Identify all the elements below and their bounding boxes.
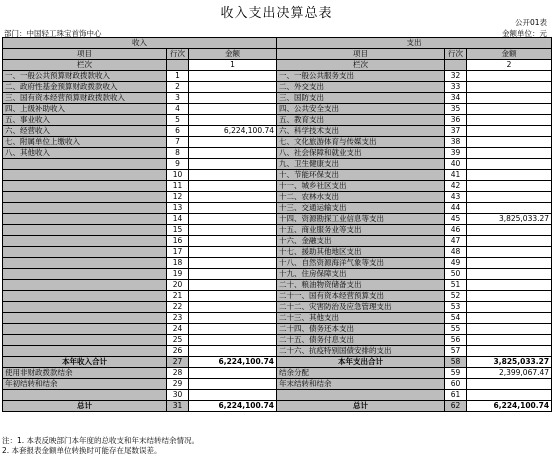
income-item: [3, 280, 167, 291]
expense-item: 一、一般公共服务支出: [277, 71, 445, 82]
expense-row-number: 52: [445, 291, 467, 302]
income-item: [3, 390, 167, 401]
footnote-1: 注：1. 本表反映部门本年度的总收支和年末结转结余情况。: [2, 436, 200, 445]
income-item: 总计: [3, 401, 167, 412]
income-row-number: 30: [167, 390, 189, 401]
expense-amount: [467, 170, 552, 181]
income-row-number: 4: [167, 104, 189, 115]
expense-row-number: 56: [445, 335, 467, 346]
table-row: [3, 379, 552, 390]
expense-item: 二十二、灾害防治及应急管理支出: [277, 302, 445, 313]
income-colno-label: 栏次: [3, 60, 167, 71]
expense-row-number: 49: [445, 258, 467, 269]
table-row: [3, 324, 552, 335]
income-amount: [189, 93, 277, 104]
expense-item: 二十一、国有资本经营预算支出: [277, 291, 445, 302]
income-colno-value: 1: [189, 60, 277, 71]
income-item: 二、政府性基金预算财政拨款收入: [3, 82, 167, 93]
income-row-number: 6: [167, 126, 189, 137]
income-amount: [189, 291, 277, 302]
expense-row-number: 32: [445, 71, 467, 82]
expense-row-number: 39: [445, 148, 467, 159]
expense-item: [277, 390, 445, 401]
table-row: [3, 368, 552, 379]
table-row: [3, 247, 552, 258]
income-row-number: 31: [167, 401, 189, 412]
expense-section-header: 支出: [277, 38, 552, 49]
income-item: [3, 346, 167, 357]
income-item: 一、一般公共预算财政拨款收入: [3, 71, 167, 82]
income-amount: [189, 148, 277, 159]
expense-amount: [467, 181, 552, 192]
expense-item: 十二、农林水支出: [277, 192, 445, 203]
expense-amount: [467, 159, 552, 170]
income-row-number: 10: [167, 170, 189, 181]
table-row: [3, 126, 552, 137]
income-amount: [189, 159, 277, 170]
income-item: [3, 181, 167, 192]
footnotes: [2, 436, 199, 456]
expense-row-number: 57: [445, 346, 467, 357]
table-row: [3, 313, 552, 324]
expense-row-number: 38: [445, 137, 467, 148]
expense-row-number: 36: [445, 115, 467, 126]
income-amount: 6,224,100.74: [189, 126, 277, 137]
expense-amount: [467, 236, 552, 247]
income-amount: [189, 104, 277, 115]
expense-amount: [467, 93, 552, 104]
expense-amount: [467, 203, 552, 214]
income-row-number: 21: [167, 291, 189, 302]
income-row-number: 26: [167, 346, 189, 357]
expense-amount: 6,224,100.74: [467, 401, 552, 412]
table-row: [3, 82, 552, 93]
expense-amount: [467, 148, 552, 159]
report-title: 收入支出决算总表: [220, 6, 333, 21]
table-row: [3, 93, 552, 104]
expense-row-number: 51: [445, 280, 467, 291]
expense-item: 十六、金融支出: [277, 236, 445, 247]
income-amount: [189, 379, 277, 390]
table-row: [3, 291, 552, 302]
table-row: [3, 148, 552, 159]
expense-amount: [467, 335, 552, 346]
annual-total-row: [3, 357, 552, 368]
expense-colno-label: 栏次: [277, 60, 445, 71]
expense-row-number: 61: [445, 390, 467, 401]
expense-item: 结余分配: [277, 368, 445, 379]
income-item: 年初结转和结余: [3, 379, 167, 390]
income-row-number: 17: [167, 247, 189, 258]
expense-row-number: 35: [445, 104, 467, 115]
expense-item: 二十四、债务还本支出: [277, 324, 445, 335]
expense-amount: [467, 82, 552, 93]
income-rowno-header: 行次: [167, 49, 189, 60]
expense-amount: [467, 324, 552, 335]
expense-rowno-header: 行次: [445, 49, 467, 60]
expense-item: 二十六、抗疫特别国债安排的支出: [277, 346, 445, 357]
column-number-row: [3, 60, 552, 71]
expense-row-number: 41: [445, 170, 467, 181]
expense-amount: [467, 71, 552, 82]
expense-item: 四、公共安全支出: [277, 104, 445, 115]
expense-colno-value: 2: [467, 60, 552, 71]
table-row: [3, 170, 552, 181]
income-amount: [189, 335, 277, 346]
expense-colno-blank: [445, 60, 467, 71]
expense-row-number: 43: [445, 192, 467, 203]
expense-amount: [467, 225, 552, 236]
expense-item: 二十五、债务付息支出: [277, 335, 445, 346]
income-row-number: 19: [167, 269, 189, 280]
income-amount: [189, 346, 277, 357]
income-amount: [189, 192, 277, 203]
income-amount: [189, 225, 277, 236]
footnote-2: 2. 本套报表金额单位转换时可能存在尾数误差。: [2, 446, 162, 455]
expense-row-number: 45: [445, 214, 467, 225]
income-item: [3, 203, 167, 214]
income-item: [3, 247, 167, 258]
expense-row-number: 47: [445, 236, 467, 247]
income-amount-header: 金额: [189, 49, 277, 60]
expense-item: 十七、援助其他地区支出: [277, 247, 445, 258]
expense-amount: 3,825,033.27: [467, 357, 552, 368]
expense-row-number: 59: [445, 368, 467, 379]
expense-amount: [467, 313, 552, 324]
income-amount: 6,224,100.74: [189, 357, 277, 368]
income-row-number: 29: [167, 379, 189, 390]
income-row-number: 12: [167, 192, 189, 203]
income-row-number: 23: [167, 313, 189, 324]
income-item: 本年收入合计: [3, 357, 167, 368]
income-item: [3, 291, 167, 302]
table-row: [3, 302, 552, 313]
expense-row-number: 40: [445, 159, 467, 170]
income-item: [3, 225, 167, 236]
expense-amount: [467, 104, 552, 115]
income-colno-blank: [167, 60, 189, 71]
table-row: [3, 192, 552, 203]
income-row-number: 2: [167, 82, 189, 93]
expense-amount: 3,825,033.27: [467, 214, 552, 225]
expense-item: 十九、住房保障支出: [277, 269, 445, 280]
income-item: 五、事业收入: [3, 115, 167, 126]
table-row: [3, 346, 552, 357]
income-amount: [189, 115, 277, 126]
expense-row-number: 48: [445, 247, 467, 258]
income-row-number: 5: [167, 115, 189, 126]
grand-total-row: [3, 401, 552, 412]
income-item: [3, 335, 167, 346]
income-row-number: 18: [167, 258, 189, 269]
income-row-number: 1: [167, 71, 189, 82]
table-row: [3, 225, 552, 236]
expense-row-number: 33: [445, 82, 467, 93]
income-item: [3, 269, 167, 280]
expense-item: 五、教育支出: [277, 115, 445, 126]
expense-item: 三、国防支出: [277, 93, 445, 104]
expense-amount: [467, 192, 552, 203]
income-row-number: 24: [167, 324, 189, 335]
income-amount: [189, 302, 277, 313]
income-item: [3, 159, 167, 170]
expense-row-number: 50: [445, 269, 467, 280]
expense-row-number: 44: [445, 203, 467, 214]
income-item: [3, 313, 167, 324]
income-amount: [189, 269, 277, 280]
table-row: [3, 71, 552, 82]
income-item: [3, 236, 167, 247]
expense-item: 六、科学技术支出: [277, 126, 445, 137]
expense-item: 十八、自然资源海洋气象等支出: [277, 258, 445, 269]
expense-item: 十一、城乡社区支出: [277, 181, 445, 192]
income-section-header: 收入: [3, 38, 277, 49]
income-amount: [189, 368, 277, 379]
expense-item: 九、卫生健康支出: [277, 159, 445, 170]
income-amount: [189, 71, 277, 82]
income-amount: [189, 313, 277, 324]
table-row: [3, 335, 552, 346]
department-label: 部门：中国轻工珠宝首饰中心: [4, 29, 102, 38]
column-header-row: [3, 49, 552, 60]
expense-item: 十四、资源勘探工业信息等支出: [277, 214, 445, 225]
income-item: [3, 324, 167, 335]
expense-item: 二十三、其他支出: [277, 313, 445, 324]
expense-row-number: 42: [445, 181, 467, 192]
income-row-number: 20: [167, 280, 189, 291]
expense-amount: [467, 346, 552, 357]
income-amount: [189, 82, 277, 93]
income-row-number: 8: [167, 148, 189, 159]
income-row-number: 9: [167, 159, 189, 170]
form-code: 公开01表: [514, 18, 547, 27]
expense-item: 十三、交通运输支出: [277, 203, 445, 214]
expense-item: 八、社会保障和就业支出: [277, 148, 445, 159]
expense-amount: [467, 280, 552, 291]
income-row-number: 11: [167, 181, 189, 192]
income-row-number: 25: [167, 335, 189, 346]
income-amount: 6,224,100.74: [189, 401, 277, 412]
table-row: [3, 390, 552, 401]
unit-label: 金额单位：元: [502, 29, 547, 38]
expense-row-number: 58: [445, 357, 467, 368]
table-row: [3, 214, 552, 225]
table-row: [3, 115, 552, 126]
expense-row-number: 53: [445, 302, 467, 313]
expense-row-number: 55: [445, 324, 467, 335]
income-row-number: 15: [167, 225, 189, 236]
income-amount: [189, 214, 277, 225]
expense-item: 本年支出合计: [277, 357, 445, 368]
table-row: [3, 269, 552, 280]
expense-row-number: 46: [445, 225, 467, 236]
expense-row-number: 60: [445, 379, 467, 390]
expense-row-number: 54: [445, 313, 467, 324]
table-row: [3, 137, 552, 148]
income-item: [3, 302, 167, 313]
expense-item: 十、节能环保支出: [277, 170, 445, 181]
income-row-number: 16: [167, 236, 189, 247]
expense-amount: [467, 115, 552, 126]
income-row-number: 28: [167, 368, 189, 379]
table-row: [3, 159, 552, 170]
expense-amount: [467, 126, 552, 137]
table-row: [3, 258, 552, 269]
expense-item: 二、外交支出: [277, 82, 445, 93]
expense-item: 十五、商业服务业等支出: [277, 225, 445, 236]
expense-amount: [467, 258, 552, 269]
expense-item-header: 项目: [277, 49, 445, 60]
expense-row-number: 34: [445, 93, 467, 104]
expense-amount: [467, 390, 552, 401]
expense-amount: [467, 247, 552, 258]
income-row-number: 7: [167, 137, 189, 148]
expense-item: 七、文化旅游体育与传媒支出: [277, 137, 445, 148]
income-amount: [189, 236, 277, 247]
income-item-header: 项目: [3, 49, 167, 60]
income-item: 四、上级补助收入: [3, 104, 167, 115]
income-item: 使用非财政拨款结余: [3, 368, 167, 379]
income-amount: [189, 280, 277, 291]
income-row-number: 3: [167, 93, 189, 104]
income-item: [3, 258, 167, 269]
income-row-number: 14: [167, 214, 189, 225]
income-item: 六、经营收入: [3, 126, 167, 137]
income-item: [3, 214, 167, 225]
table-row: [3, 203, 552, 214]
income-amount: [189, 170, 277, 181]
table-row: [3, 280, 552, 291]
income-item: [3, 170, 167, 181]
expense-amount: [467, 269, 552, 280]
expense-amount: [467, 137, 552, 148]
income-item: 七、附属单位上缴收入: [3, 137, 167, 148]
income-row-number: 13: [167, 203, 189, 214]
income-item: [3, 192, 167, 203]
income-amount: [189, 137, 277, 148]
income-amount: [189, 258, 277, 269]
income-amount: [189, 324, 277, 335]
table-row: [3, 181, 552, 192]
income-amount: [189, 390, 277, 401]
income-amount: [189, 203, 277, 214]
income-amount: [189, 181, 277, 192]
table-row: [3, 104, 552, 115]
expense-amount: [467, 379, 552, 390]
summary-table: [2, 37, 552, 412]
expense-row-number: 37: [445, 126, 467, 137]
expense-amount-header: 金额: [467, 49, 552, 60]
income-item: 八、其他收入: [3, 148, 167, 159]
table-row: [3, 236, 552, 247]
income-row-number: 27: [167, 357, 189, 368]
expense-amount: [467, 302, 552, 313]
expense-item: 总计: [277, 401, 445, 412]
expense-item: 二十、粮油物资储备支出: [277, 280, 445, 291]
expense-row-number: 62: [445, 401, 467, 412]
income-row-number: 22: [167, 302, 189, 313]
income-item: 三、国有资本经营预算财政拨款收入: [3, 93, 167, 104]
section-header-row: [3, 38, 552, 49]
income-amount: [189, 247, 277, 258]
expense-item: 年末结转和结余: [277, 379, 445, 390]
expense-amount: 2,399,067.47: [467, 368, 552, 379]
expense-amount: [467, 291, 552, 302]
